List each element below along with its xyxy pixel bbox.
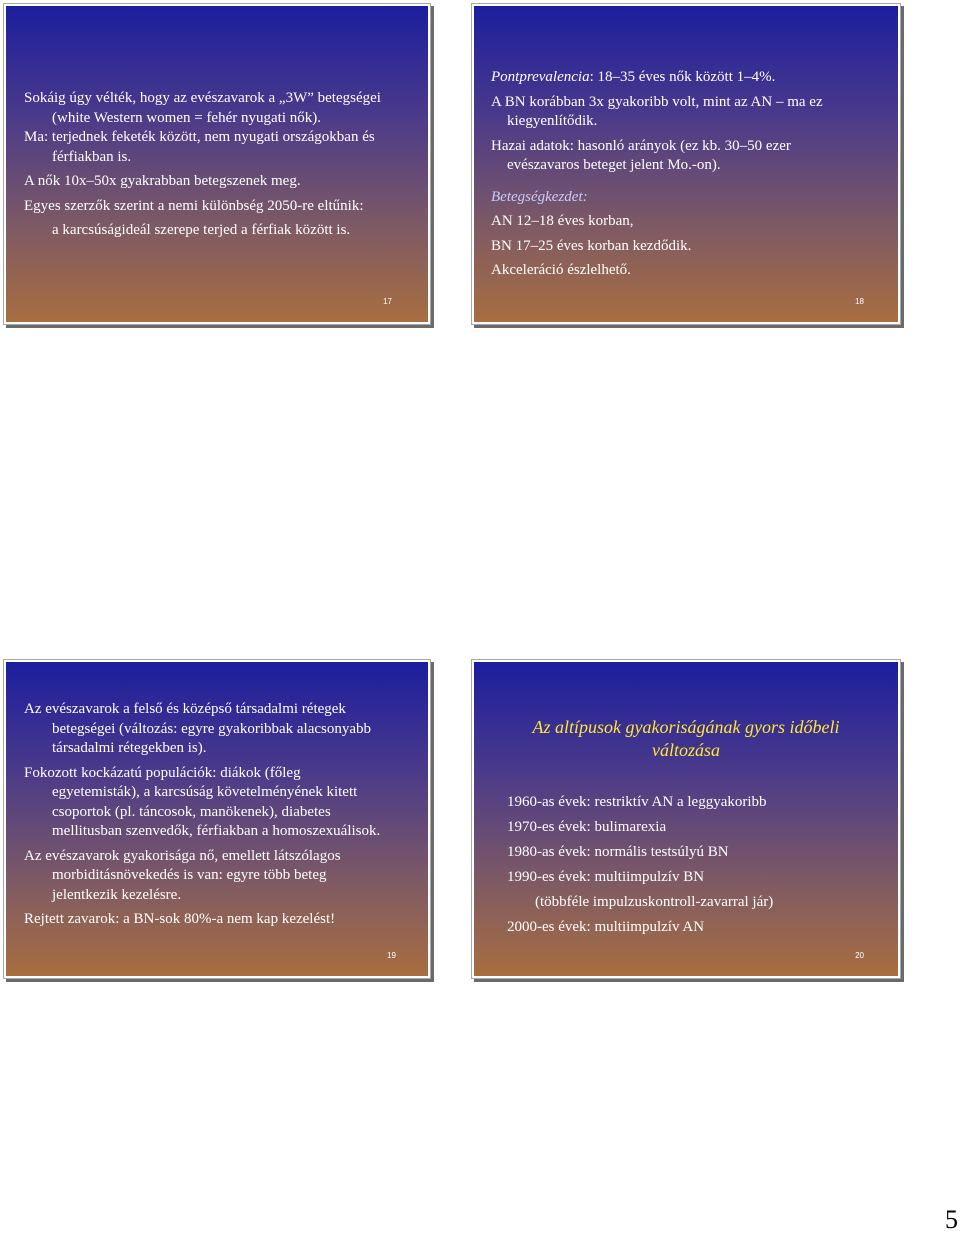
text-line: Az evészavarok a felső és középső társadalmi rétegek [24, 701, 346, 717]
slide-number: 18 [855, 297, 864, 306]
text-line: Rejtett zavarok: a BN-sok 80%-a nem kap kezelést! [24, 911, 336, 927]
text-line: a karcsúságideál szerepe terjed a férfiak között is. [52, 222, 351, 238]
text-line: Fokozott kockázatú populációk: diákok (főleg [24, 764, 301, 781]
text-line: 1970-es évek: bulimarexia [507, 819, 667, 835]
slide-18 [472, 4, 900, 324]
text-line: Sokáig úgy vélték, hogy az evészavarok a „3W” betegségei [24, 90, 381, 106]
text-line: A nők 10x–50x gyakrabban betegszenek meg. [24, 173, 301, 189]
text-line: 2000-es évek: multiimpulzív AN [507, 919, 705, 935]
text-line: (white Western women = fehér nyugati nők). [52, 109, 321, 126]
slide-18-body [491, 68, 823, 281]
slide-17 [4, 4, 430, 324]
slide-20 [472, 660, 900, 978]
text-line: Hazai adatok: hasonló arányok (ez kb. 30–50 ezer [491, 137, 791, 154]
text-line: jelentkezik kezelésre. [52, 886, 182, 903]
text-line: Ma: terjednek feketék között, nem nyugati országokban és [24, 129, 375, 145]
text-line: morbiditásnövekedés is van: egyre több beteg [52, 867, 327, 883]
text-line: betegségei (változás: egyre gyakoribbak alacsonyabb [52, 720, 372, 737]
slide-title [474, 716, 898, 762]
text-line: BN 17–25 éves korban kezdődik. [491, 237, 692, 254]
title-line: Az altípusok gyakoriságának gyors időbeli [532, 717, 840, 737]
slide-number: 20 [855, 951, 864, 960]
text-line: csoportok (pl. táncosok, manökenek), diabetes [52, 803, 331, 820]
text-line: Akceleráció észlelhető. [491, 262, 631, 278]
onset-heading: Betegségkezdet: [491, 188, 588, 205]
slide-19 [4, 660, 430, 978]
prevalence-line [491, 68, 823, 88]
text-line: 1960-as évek: restriktív AN a leggyakoribb [507, 794, 767, 810]
text-line: férfiakban is. [52, 148, 132, 165]
text-line: 1980-as évek: normális testsúlyú BN [507, 844, 729, 860]
prevalence-text: : 18–35 éves nők között 1–4%. [589, 69, 776, 85]
slide-20-body [507, 792, 773, 937]
slide-number: 17 [383, 297, 392, 306]
text-line: (többféle impulzuskontroll-zavarral jár) [535, 894, 774, 910]
text-line: evészavaros beteget jelent Mo.-on). [507, 157, 721, 173]
prevalence-label: Pontprevalencia [491, 69, 590, 85]
slide-number: 19 [387, 951, 396, 960]
title-line: változása [651, 740, 720, 760]
text-line: 1990-es évek: multiimpulzív BN [507, 869, 705, 885]
text-line: kiegyenlítődik. [507, 113, 598, 129]
slide-19-body [24, 700, 380, 930]
text-line: egyetemisták), a karcsúság követelményének kitett [52, 784, 358, 800]
text-line: mellitusban szenvedők, férfiakban a homoszexuálisok. [52, 823, 381, 839]
slide-17-body [24, 89, 381, 241]
text-line: Az evészavarok gyakorisága nő, emellett látszólagos [24, 847, 341, 864]
text-line: Egyes szerzők szerint a nemi különbség 2050-re eltűnik: [24, 197, 364, 214]
text-line: AN 12–18 éves korban, [491, 213, 634, 229]
text-line: társadalmi rétegekben is). [52, 740, 207, 756]
page-number: 5 [945, 1205, 958, 1234]
text-line: A BN korábban 3x gyakoribb volt, mint az AN – ma ez [491, 93, 823, 110]
